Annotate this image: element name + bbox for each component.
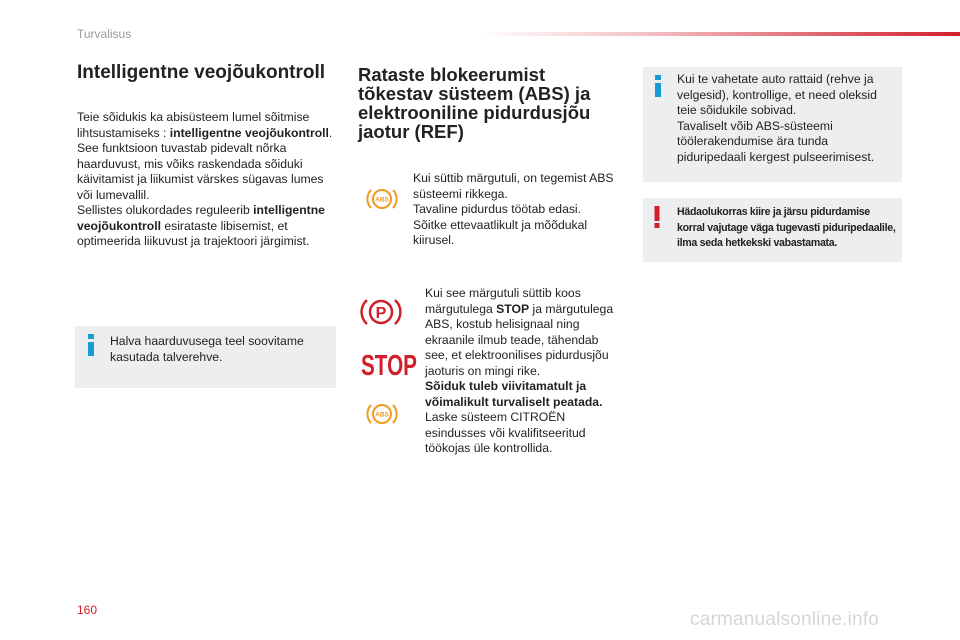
stop-label: STOP	[361, 350, 417, 382]
emergency-braking-warning-box	[643, 198, 902, 262]
info-icon	[87, 334, 95, 356]
text-line: ilma seda hetkekski vabastamata.	[677, 237, 837, 249]
text-span: .	[328, 125, 333, 140]
watermark: carmanualsonline.info	[690, 609, 880, 630]
exclamation-icon	[653, 206, 661, 228]
info-icon	[654, 75, 662, 97]
text-line: velgesid), kontrollige, et need oleksid	[677, 87, 877, 102]
text-span: ja märgutulega	[529, 301, 614, 316]
text-line	[425, 395, 625, 411]
text-line: Laske süsteem CITROËN	[425, 410, 566, 424]
title-line: tõkestav süsteem (ABS) ja	[358, 83, 591, 104]
text-line: jaoturis on mingi rike.	[425, 363, 541, 378]
text-line: ekraanile ilmub teade, tähendab	[425, 332, 599, 347]
text-line: Tavaliselt võib ABS-süsteemi	[677, 118, 833, 133]
text-line: see, et elektroonilises pidurdusjõu	[425, 348, 609, 362]
text-line: Kui see märgutuli süttib koos	[425, 286, 581, 300]
text-line	[77, 126, 345, 142]
text-line: optimeerida liikuvust ja trajektoori järgimist.	[77, 234, 310, 248]
text-line: kasutada talverehve.	[110, 349, 223, 364]
brake-icon-label: P	[375, 305, 387, 322]
text-line: Kui te vahetate auto rattaid (rehve ja	[677, 72, 874, 86]
text-line	[77, 203, 345, 219]
header-divider	[480, 32, 960, 36]
abs-warning-icon	[365, 400, 399, 428]
text-line: Halva haarduvusega teel soovitame	[110, 334, 304, 348]
bold-term: STOP	[496, 301, 530, 316]
text-span: lihtsustamiseks :	[77, 125, 170, 140]
text-line: ABS, kostub helisignaal ning	[425, 317, 580, 331]
emergency-braking-warning-text	[677, 205, 901, 252]
wheel-change-info-box	[643, 67, 902, 182]
text-line: süsteemi rikkega.	[413, 186, 508, 201]
text-line: Tavaline pidurdus töötab edasi.	[413, 202, 582, 216]
title-line: jaotur (REF)	[358, 121, 464, 142]
text-line	[425, 379, 625, 395]
text-line: käivitamist ja liikumist värskes sügavas lumes	[77, 172, 324, 186]
abs-section-title	[358, 65, 618, 141]
text-line: kiirusel.	[413, 233, 455, 247]
text-line: piduripedaali kergest pulseerimisest.	[677, 149, 875, 164]
text-line: töölerakendumise ära tunda	[677, 134, 829, 148]
stop-warning-icon	[360, 348, 418, 380]
abs-icon-label: ABS	[375, 411, 389, 419]
brake-warning-icon	[360, 295, 402, 329]
text-line: teie sõidukile sobivad.	[677, 103, 797, 117]
traction-control-title: Intelligentne veojõukontroll	[77, 62, 326, 83]
text-line	[425, 302, 625, 318]
winter-tyres-info-text	[110, 334, 330, 365]
text-span: märgutulega	[425, 301, 497, 316]
bold-term: veojõukontroll	[77, 218, 161, 233]
title-line: elektrooniline pidurdusjõu	[358, 102, 591, 123]
bold-line: Sõiduk tuleb viivitamatult ja	[425, 379, 587, 393]
text-line: töökojas üle kontrollida.	[425, 441, 553, 455]
bold-term: intelligentne veojõukontroll	[169, 125, 329, 140]
traction-control-paragraph-1	[77, 110, 345, 250]
abs-fault-text	[413, 171, 628, 249]
text-line: Sõitke ettevaatlikult ja mõõdukal	[413, 217, 588, 232]
text-line: haarduvust, mis võiks raskendada sõiduki	[77, 156, 303, 171]
page-number: 160	[77, 603, 98, 617]
winter-tyres-info-box	[75, 326, 336, 388]
bold-term: intelligentne	[253, 203, 325, 217]
wheel-change-info-text	[677, 72, 899, 165]
text-line: Kui süttib märgutuli, on tegemist ABS	[413, 171, 614, 185]
text-span: esirataste libisemist, et	[160, 218, 288, 233]
abs-warning-icon	[365, 185, 399, 213]
text-span: Sellistes olukordades reguleerib	[77, 203, 254, 217]
text-line: Teie sõidukis ka abisüsteem lumel sõitmise	[77, 110, 310, 124]
text-line: Hädaolukorras kiire ja järsu pidurdamise	[677, 206, 870, 218]
abs-icon-label: ABS	[375, 196, 389, 204]
bold-line: võimalikult turvaliselt peatada.	[425, 394, 603, 409]
section-label: Turvalisus	[77, 27, 132, 41]
text-line: esindusses või kvalifitseeritud	[425, 425, 586, 440]
text-line: See funktsioon tuvastab pidevalt nõrka	[77, 141, 287, 155]
text-line	[77, 219, 345, 235]
title-line: Rataste blokeerumist	[358, 64, 546, 85]
ebd-fault-text	[425, 286, 625, 457]
text-line: korral vajutage väga tugevasti piduripedaalile,	[677, 221, 896, 234]
text-line: või lumevallil.	[77, 187, 150, 202]
